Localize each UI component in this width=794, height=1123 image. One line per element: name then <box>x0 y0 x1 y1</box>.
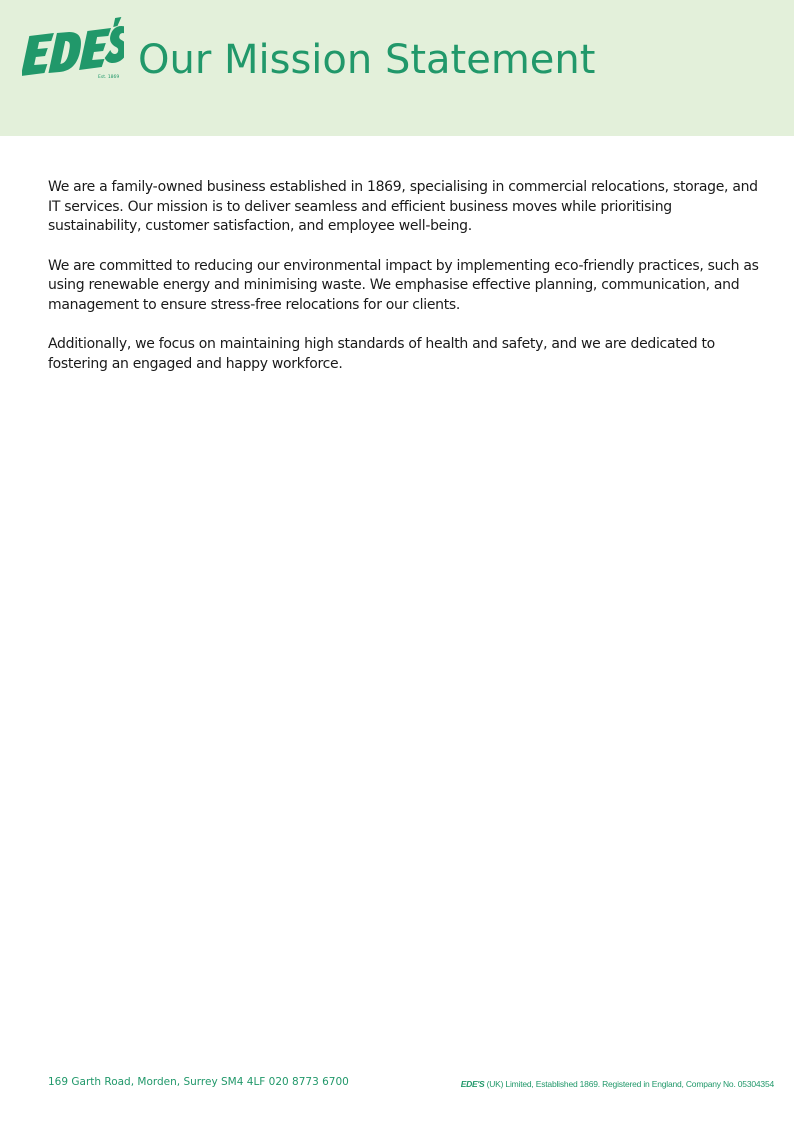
mission-paragraph-2: We are committed to reducing our environmental impact by implementing eco-friendly practices, such as using renewable energy and minimising waste. We emphasise effective planning, communication, and management to ensure stress-free relocations for our clients. <box>48 257 759 313</box>
mission-body <box>48 178 768 394</box>
mission-paragraph-1: We are a family-owned business established in 1869, specialising in commercial relocations, storage, and IT services. Our mission is to deliver seamless and efficient business moves while prioritising sustainability, customer satisfaction, and employee well-being. <box>48 179 758 234</box>
footer-legal-text: (UK) Limited, Established 1869. Registered in England, Company No. 05304354 <box>486 1079 774 1089</box>
page-title: Our Mission Statement <box>138 37 596 83</box>
footer-legal <box>461 1079 774 1089</box>
header-band <box>0 0 794 136</box>
mission-paragraph-3: Additionally, we focus on maintaining high standards of health and safety, and we are dedicated to fostering an engaged and happy workforce. <box>48 336 715 372</box>
footer-legal-brand: EDE'S <box>460 1079 485 1089</box>
footer-address: 169 Garth Road, Morden, Surrey SM4 4LF 020 8773 6700 <box>48 1076 349 1088</box>
logo-est-text: Est. 1869 <box>98 75 120 80</box>
edes-logo <box>22 14 124 82</box>
